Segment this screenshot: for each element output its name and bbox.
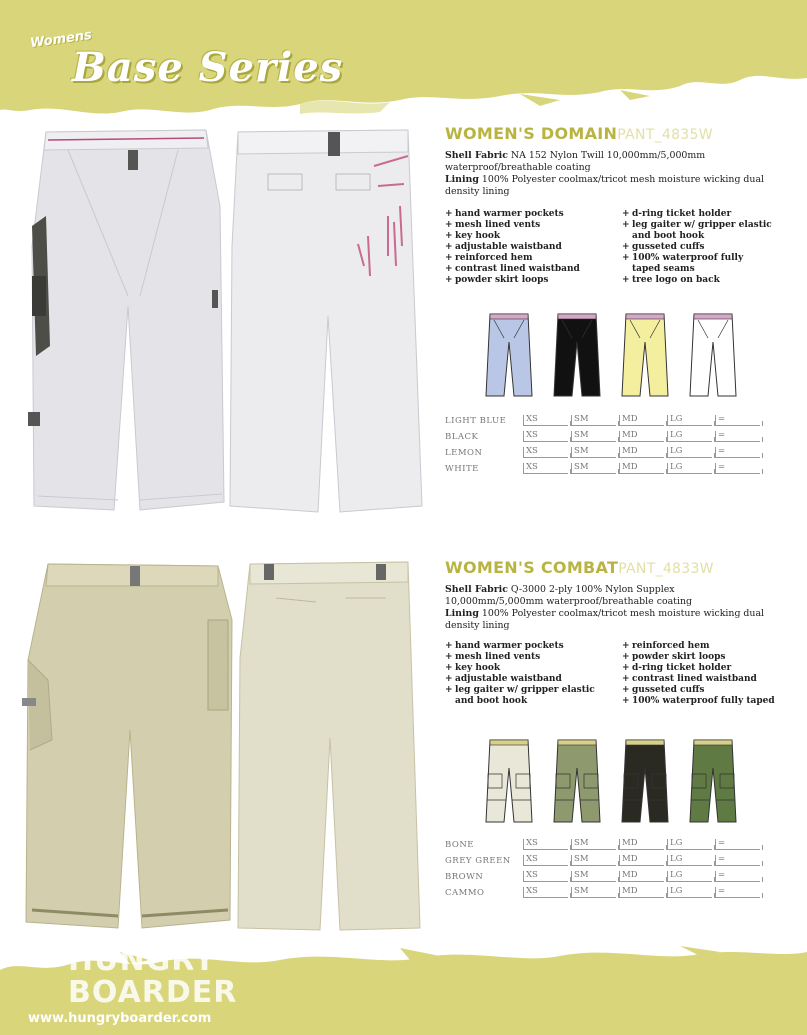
domain-size-row: [445, 431, 775, 445]
combat-pant-front-photo: [22, 560, 236, 932]
domain-size-label: LG: [670, 430, 683, 440]
combat-lining-text: 100% Polyester coolmax/tricot mesh moisture wicking dual density lining: [445, 608, 765, 631]
combat-feature-item: + mesh lined vents: [445, 652, 615, 663]
combat-size-label: XS: [526, 886, 538, 896]
combat-size-label: LG: [670, 886, 683, 896]
logo-url: www.hungryboarder.com: [28, 1011, 212, 1026]
domain-shell-text: NA 152 Nylon Twill 10,000mm/5,000mm waterproof/breathable coating: [445, 150, 706, 173]
domain-size-label: SM: [574, 462, 589, 472]
domain-color-name: WHITE: [445, 464, 479, 474]
combat-swatch-grey-green: [552, 738, 602, 828]
combat-specs: [445, 584, 775, 632]
series-title: Base Series: [72, 44, 344, 91]
combat-size-label: LG: [670, 838, 683, 848]
domain-size-cell: [571, 463, 616, 474]
combat-size-cell: [523, 839, 568, 850]
domain-size-label: =: [718, 446, 726, 456]
combat-feature-item: + d-ring ticket holder: [622, 663, 782, 674]
combat-size-cell: [715, 887, 760, 898]
combat-size-label: XS: [526, 854, 538, 864]
combat-feature-item: + adjustable waistband: [445, 674, 615, 685]
combat-shell-label: Shell Fabric: [445, 584, 508, 595]
combat-color-name: BONE: [445, 840, 475, 850]
domain-color-name: LIGHT BLUE: [445, 416, 507, 426]
combat-size-row: [445, 855, 775, 869]
domain-size-cell: [667, 431, 712, 442]
logo-line2: BOARDER: [68, 975, 238, 1010]
domain-size-cell: [715, 447, 760, 458]
domain-color-swatches: [484, 312, 764, 402]
domain-size-cell: [523, 447, 568, 458]
combat-size-cell: [619, 855, 664, 866]
domain-size-cell: [619, 415, 664, 426]
combat-color-swatches: [484, 738, 764, 828]
combat-color-name: GREY GREEN: [445, 856, 511, 866]
combat-size-cell: [571, 871, 616, 882]
combat-lining-label: Lining: [445, 608, 479, 619]
domain-size-table: [445, 415, 775, 475]
combat-size-label: MD: [622, 838, 638, 848]
combat-size-label: LG: [670, 870, 683, 880]
domain-swatch-white: [688, 312, 738, 402]
combat-size-label: =: [718, 838, 726, 848]
combat-code: PANT_4833W: [618, 561, 714, 577]
combat-pant-back-photo: [236, 558, 422, 932]
domain-swatch-black: [552, 312, 602, 402]
domain-color-name: LEMON: [445, 448, 483, 458]
domain-size-label: MD: [622, 446, 638, 456]
domain-lining-text: 100% Polyester coolmax/tricot mesh moisture wicking dual density lining: [445, 174, 765, 197]
domain-lining-label: Lining: [445, 174, 479, 185]
combat-feature-item: + hand warmer pockets: [445, 641, 615, 652]
domain-size-row: [445, 447, 775, 461]
combat-size-label: =: [718, 854, 726, 864]
combat-size-row: [445, 839, 775, 853]
domain-feature-item: + contrast lined waistband: [445, 264, 615, 275]
combat-size-cell: [667, 855, 712, 866]
domain-swatch-light-blue: [484, 312, 534, 402]
domain-size-cell: [715, 463, 760, 474]
domain-specs: [445, 150, 775, 198]
domain-size-label: MD: [622, 462, 638, 472]
combat-size-label: MD: [622, 886, 638, 896]
domain-feature-item: + key hook: [445, 231, 615, 242]
combat-size-cell: [571, 887, 616, 898]
combat-size-cell: [523, 855, 568, 866]
domain-feature-item: + 100% waterproof fully taped seams: [622, 253, 772, 275]
combat-size-cell: [715, 839, 760, 850]
combat-color-name: CAMMO: [445, 888, 485, 898]
combat-size-cell: [619, 887, 664, 898]
domain-shell-label: Shell Fabric: [445, 150, 508, 161]
domain-feature-item: + tree logo on back: [622, 275, 772, 286]
domain-size-cell: [523, 431, 568, 442]
combat-name: WOMEN'S COMBAT: [445, 558, 619, 577]
combat-size-label: SM: [574, 870, 589, 880]
domain-size-cell: [667, 447, 712, 458]
combat-size-label: LG: [670, 854, 683, 864]
domain-size-cell: [619, 447, 664, 458]
domain-name: WOMEN'S DOMAIN: [445, 124, 618, 143]
domain-size-cell: [571, 415, 616, 426]
domain-size-label: =: [718, 414, 726, 424]
combat-swatch-brown: [620, 738, 670, 828]
domain-size-cell: [667, 463, 712, 474]
combat-size-table: [445, 839, 775, 899]
brand-small-title: Womens: [29, 27, 93, 52]
domain-size-label: MD: [622, 414, 638, 424]
domain-feature-item: + leg gaiter w/ gripper elastic and boot hook: [622, 220, 772, 242]
domain-feature-item: + mesh lined vents: [445, 220, 615, 231]
domain-size-row: [445, 463, 775, 477]
domain-color-name: BLACK: [445, 432, 479, 442]
combat-feature-item: + leg gaiter w/ gripper elastic and boot hook: [445, 685, 615, 707]
domain-feature-item: + gusseted cuffs: [622, 242, 772, 253]
domain-size-label: SM: [574, 430, 589, 440]
combat-size-cell: [667, 839, 712, 850]
domain-feature-item: + hand warmer pockets: [445, 209, 615, 220]
domain-title: [445, 124, 713, 143]
combat-size-label: SM: [574, 854, 589, 864]
combat-feature-item: + reinforced hem: [622, 641, 782, 652]
combat-feature-item: + key hook: [445, 663, 615, 674]
combat-size-row: [445, 871, 775, 885]
domain-size-cell: [715, 415, 760, 426]
combat-size-cell: [619, 871, 664, 882]
domain-size-cell: [667, 415, 712, 426]
hungryboarder-logo: [28, 945, 237, 1026]
domain-size-cell: [523, 415, 568, 426]
combat-size-cell: [571, 839, 616, 850]
domain-feature-item: + reinforced hem: [445, 253, 615, 264]
domain-feature-item: + adjustable waistband: [445, 242, 615, 253]
combat-swatch-cammo: [688, 738, 738, 828]
combat-size-cell: [715, 855, 760, 866]
combat-color-name: BROWN: [445, 872, 484, 882]
combat-feature-item: + powder skirt loops: [622, 652, 782, 663]
domain-size-label: =: [718, 430, 726, 440]
domain-size-cell: [619, 431, 664, 442]
combat-size-cell: [523, 871, 568, 882]
combat-feature-item: + gusseted cuffs: [622, 685, 782, 696]
domain-size-label: SM: [574, 446, 589, 456]
domain-size-label: XS: [526, 414, 538, 424]
combat-swatch-bone: [484, 738, 534, 828]
combat-size-label: XS: [526, 838, 538, 848]
combat-size-cell: [667, 887, 712, 898]
domain-size-cell: [619, 463, 664, 474]
combat-feature-item: + 100% waterproof fully taped: [622, 696, 782, 707]
combat-size-cell: [715, 871, 760, 882]
domain-code: PANT_4835W: [617, 127, 713, 143]
combat-features: [445, 641, 785, 711]
combat-shell-text: Q-3000 2-ply 100% Nylon Supplex 10,000mm/5,000mm waterproof/breathable coating: [445, 584, 692, 607]
logo-line1: HUNGRY: [68, 943, 217, 978]
domain-size-label: MD: [622, 430, 638, 440]
domain-size-label: XS: [526, 430, 538, 440]
domain-size-cell: [715, 431, 760, 442]
combat-feature-item: + contrast lined waistband: [622, 674, 782, 685]
combat-size-cell: [523, 887, 568, 898]
domain-pant-back-photo: [228, 126, 428, 514]
combat-size-label: SM: [574, 886, 589, 896]
domain-features: [445, 209, 785, 289]
combat-size-label: =: [718, 870, 726, 880]
domain-size-label: LG: [670, 462, 683, 472]
combat-size-cell: [667, 871, 712, 882]
domain-size-label: LG: [670, 414, 683, 424]
domain-size-cell: [523, 463, 568, 474]
combat-title: [445, 558, 714, 577]
combat-size-cell: [619, 839, 664, 850]
domain-swatch-lemon: [620, 312, 670, 402]
combat-size-cell: [571, 855, 616, 866]
combat-size-label: =: [718, 886, 726, 896]
domain-feature-item: + powder skirt loops: [445, 275, 615, 286]
domain-pant-front-photo: [28, 126, 228, 514]
domain-size-label: LG: [670, 446, 683, 456]
combat-size-label: SM: [574, 838, 589, 848]
combat-size-label: MD: [622, 854, 638, 864]
domain-size-cell: [571, 447, 616, 458]
domain-size-label: XS: [526, 462, 538, 472]
combat-size-label: MD: [622, 870, 638, 880]
domain-size-label: SM: [574, 414, 589, 424]
domain-size-label: =: [718, 462, 726, 472]
domain-feature-item: + d-ring ticket holder: [622, 209, 772, 220]
domain-size-cell: [571, 431, 616, 442]
domain-size-row: [445, 415, 775, 429]
domain-size-label: XS: [526, 446, 538, 456]
combat-size-label: XS: [526, 870, 538, 880]
combat-size-row: [445, 887, 775, 901]
